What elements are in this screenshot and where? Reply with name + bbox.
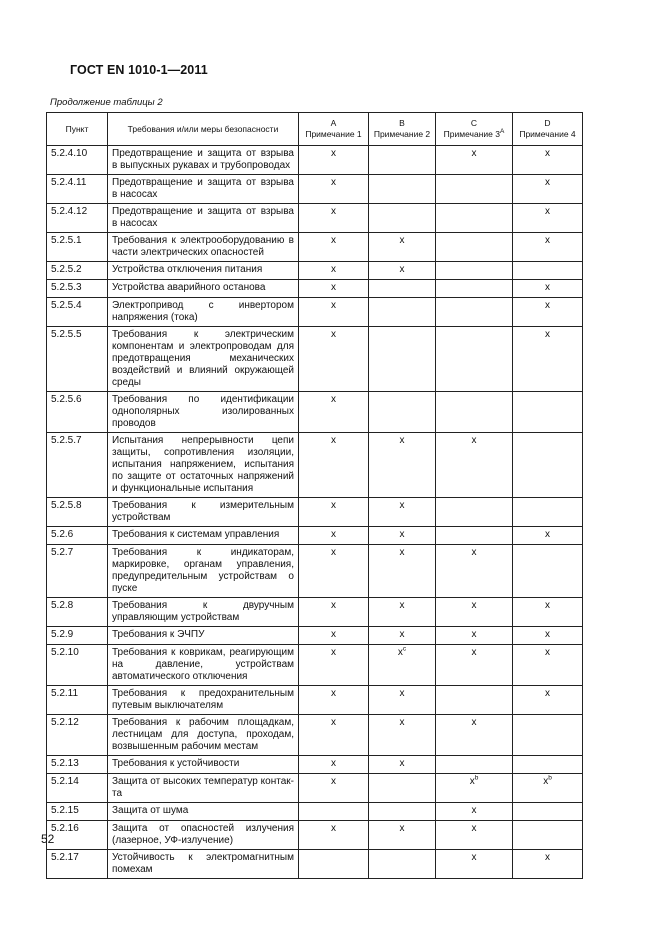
cell-requirement: Требования к измерительным устройствам — [108, 498, 299, 527]
table-row — [47, 298, 583, 327]
table-row — [47, 433, 583, 498]
mark-d: x — [545, 300, 550, 311]
mark-c: x — [471, 805, 477, 816]
table-row — [47, 715, 583, 756]
cell-mark-d — [513, 527, 583, 545]
cell-mark-d — [513, 803, 583, 821]
mark-d-footnote: b — [548, 774, 552, 782]
table-row — [47, 204, 583, 233]
cell-mark-c — [436, 262, 513, 280]
cell-mark-c — [436, 175, 513, 204]
cell-mark-d — [513, 598, 583, 627]
mark-b-footnote: c — [402, 645, 407, 653]
cell-mark-d — [513, 392, 583, 433]
mark-c: x — [471, 547, 477, 558]
cell-requirement: Требования к устойчивости — [108, 756, 299, 774]
cell-mark-c — [436, 756, 513, 774]
mark-a: x — [331, 600, 336, 611]
cell-mark-b — [369, 645, 436, 686]
cell-mark-c — [436, 774, 513, 803]
mark-a: x — [331, 529, 336, 540]
cell-mark-d — [513, 433, 583, 498]
mark-d: x — [545, 282, 550, 293]
table-row — [47, 645, 583, 686]
column-header-b-note: Примечание 2 — [373, 129, 431, 139]
cell-item: 5.2.11 — [47, 686, 108, 715]
mark-d: x — [545, 529, 550, 540]
column-header-item — [47, 113, 108, 146]
column-header-requirement — [108, 113, 299, 146]
mark-b: x — [399, 547, 405, 558]
column-header-c-letter: C — [470, 118, 478, 128]
mark-c: x — [471, 600, 477, 611]
cell-mark-b — [369, 204, 436, 233]
mark-a: x — [331, 435, 336, 446]
table-continuation-caption: Продолжение таблицы 2 — [50, 97, 163, 108]
cell-mark-a — [299, 204, 369, 233]
mark-a: x — [331, 629, 336, 640]
cell-mark-a — [299, 545, 369, 598]
cell-requirement: Требования к двуручным управляющим устройствам — [108, 598, 299, 627]
cell-item: 5.2.15 — [47, 803, 108, 821]
cell-mark-b — [369, 627, 436, 645]
mark-c: x — [469, 776, 475, 787]
column-header-c — [436, 113, 513, 146]
cell-requirement: Требования к системам управления — [108, 527, 299, 545]
cell-item: 5.2.5.5 — [47, 327, 108, 392]
cell-mark-a — [299, 298, 369, 327]
cell-mark-d — [513, 175, 583, 204]
mark-c: x — [471, 435, 477, 446]
mark-d: x — [545, 206, 550, 217]
mark-b: x — [399, 264, 405, 275]
table-header-row — [47, 113, 583, 146]
cell-mark-a — [299, 821, 369, 850]
cell-requirement: Требования к электрическим компонентам и электропроводам для предотвращения механических воздействий и влияний окружающей среды — [108, 327, 299, 392]
cell-requirement: Защита от опасностей излучения (лазерное, УФ-излучение) — [108, 821, 299, 850]
cell-mark-c — [436, 433, 513, 498]
cell-mark-b — [369, 233, 436, 262]
cell-mark-c — [436, 715, 513, 756]
cell-item: 5.2.16 — [47, 821, 108, 850]
mark-d: x — [545, 235, 550, 246]
table-row — [47, 821, 583, 850]
cell-mark-b — [369, 850, 436, 879]
cell-mark-c — [436, 280, 513, 298]
mark-a: x — [331, 206, 336, 217]
mark-a: x — [331, 264, 336, 275]
cell-mark-d — [513, 327, 583, 392]
mark-d: x — [543, 776, 549, 787]
table-row — [47, 233, 583, 262]
table-row — [47, 756, 583, 774]
mark-c: x — [471, 852, 477, 863]
cell-mark-b — [369, 803, 436, 821]
table-row — [47, 392, 583, 433]
cell-mark-c — [436, 545, 513, 598]
cell-item: 5.2.4.12 — [47, 204, 108, 233]
cell-mark-b — [369, 545, 436, 598]
cell-item: 5.2.5.2 — [47, 262, 108, 280]
table-row — [47, 774, 583, 803]
cell-item: 5.2.5.6 — [47, 392, 108, 433]
cell-item: 5.2.5.1 — [47, 233, 108, 262]
cell-mark-b — [369, 774, 436, 803]
column-header-a-letter: A — [330, 118, 337, 128]
mark-c: x — [471, 717, 477, 728]
mark-c: x — [471, 647, 477, 658]
mark-a: x — [331, 300, 336, 311]
cell-mark-a — [299, 715, 369, 756]
cell-mark-a — [299, 233, 369, 262]
cell-requirement: Предотвращение и защита от взрыва в выпускных рукавах и трубопроводах — [108, 146, 299, 175]
cell-mark-c — [436, 498, 513, 527]
mark-d: x — [545, 688, 550, 699]
cell-mark-a — [299, 686, 369, 715]
cell-item: 5.2.10 — [47, 645, 108, 686]
cell-mark-d — [513, 686, 583, 715]
table-row — [47, 498, 583, 527]
cell-mark-a — [299, 756, 369, 774]
mark-a: x — [331, 329, 336, 340]
table-row — [47, 545, 583, 598]
cell-mark-c — [436, 645, 513, 686]
mark-b: x — [399, 500, 405, 511]
table-row — [47, 627, 583, 645]
mark-c-footnote: b — [474, 774, 479, 782]
mark-a: x — [331, 500, 336, 511]
mark-b: x — [399, 435, 405, 446]
mark-a: x — [331, 394, 336, 405]
mark-a: x — [331, 823, 336, 834]
cell-item: 5.2.5.4 — [47, 298, 108, 327]
cell-mark-a — [299, 175, 369, 204]
document-title: ГОСТ EN 1010-1—2011 — [70, 63, 208, 77]
cell-mark-d — [513, 774, 583, 803]
cell-mark-c — [436, 598, 513, 627]
mark-d: x — [545, 647, 550, 658]
cell-requirement: Устойчивость к электромагнитным помехам — [108, 850, 299, 879]
cell-requirement: Испытания непрерывности цепи защиты, сопротивления изоляции, испытания напряжением, испытания по защите от остаточных напряжений и функциональные испытания — [108, 433, 299, 498]
mark-d: x — [545, 852, 550, 863]
cell-mark-c — [436, 850, 513, 879]
column-header-item-label: Пункт — [65, 123, 89, 134]
table-row — [47, 598, 583, 627]
cell-item: 5.2.7 — [47, 545, 108, 598]
cell-requirement: Требования к индикаторам, маркировке, органам управления, предупредительным устройствам о пуске — [108, 545, 299, 598]
cell-mark-c — [436, 803, 513, 821]
cell-mark-c — [436, 298, 513, 327]
mark-d: x — [545, 600, 550, 611]
table-row — [47, 280, 583, 298]
cell-mark-b — [369, 433, 436, 498]
mark-a: x — [331, 282, 336, 293]
column-header-b-letter: B — [399, 118, 405, 128]
cell-mark-b — [369, 392, 436, 433]
cell-mark-a — [299, 280, 369, 298]
cell-mark-a — [299, 433, 369, 498]
mark-a: x — [331, 547, 336, 558]
cell-mark-c — [436, 204, 513, 233]
mark-a: x — [331, 177, 336, 188]
cell-requirement: Требования к электрооборудованию в части электрических опасностей — [108, 233, 299, 262]
cell-item: 5.2.6 — [47, 527, 108, 545]
cell-mark-b — [369, 280, 436, 298]
cell-mark-d — [513, 645, 583, 686]
cell-item: 5.2.8 — [47, 598, 108, 627]
cell-mark-d — [513, 627, 583, 645]
cell-item: 5.2.5.8 — [47, 498, 108, 527]
cell-requirement: Требования к коврикам, реагирующим на давление, устройствам автоматического отключения — [108, 645, 299, 686]
cell-mark-c — [436, 686, 513, 715]
table-row — [47, 146, 583, 175]
cell-item: 5.2.14 — [47, 774, 108, 803]
table-row — [47, 850, 583, 879]
column-header-d — [513, 113, 583, 146]
cell-item: 5.2.17 — [47, 850, 108, 879]
cell-mark-a — [299, 645, 369, 686]
column-header-d-note: Примечание 4 — [519, 129, 576, 139]
column-header-requirement-label: Требования и/или меры безопасности — [127, 123, 279, 134]
cell-mark-d — [513, 204, 583, 233]
cell-item: 5.2.4.10 — [47, 146, 108, 175]
mark-b: x — [399, 600, 405, 611]
cell-mark-a — [299, 498, 369, 527]
cell-mark-d — [513, 850, 583, 879]
mark-a: x — [331, 717, 336, 728]
mark-c: x — [471, 148, 477, 159]
cell-item: 5.2.9 — [47, 627, 108, 645]
cell-mark-d — [513, 280, 583, 298]
cell-mark-b — [369, 146, 436, 175]
cell-mark-b — [369, 686, 436, 715]
cell-mark-c — [436, 327, 513, 392]
cell-mark-b — [369, 327, 436, 392]
cell-mark-a — [299, 598, 369, 627]
cell-mark-a — [299, 146, 369, 175]
cell-mark-c — [436, 527, 513, 545]
mark-d: x — [545, 148, 550, 159]
cell-mark-b — [369, 262, 436, 280]
cell-mark-a — [299, 392, 369, 433]
cell-mark-b — [369, 715, 436, 756]
cell-mark-d — [513, 545, 583, 598]
cell-requirement: Устройства отключения питания — [108, 262, 299, 280]
table-row — [47, 527, 583, 545]
cell-mark-d — [513, 146, 583, 175]
cell-mark-a — [299, 627, 369, 645]
cell-mark-b — [369, 298, 436, 327]
mark-c: x — [471, 823, 477, 834]
table-body — [47, 146, 583, 879]
cell-mark-d — [513, 233, 583, 262]
mark-b: x — [397, 647, 403, 658]
column-header-a-note: Примечание 1 — [305, 129, 362, 139]
safety-requirements-table — [46, 112, 583, 879]
cell-mark-c — [436, 146, 513, 175]
cell-mark-c — [436, 392, 513, 433]
table-row — [47, 803, 583, 821]
cell-mark-a — [299, 327, 369, 392]
mark-b: x — [399, 529, 405, 540]
column-header-d-letter: D — [544, 118, 551, 128]
page-number: 52 — [41, 832, 55, 846]
cell-mark-a — [299, 262, 369, 280]
cell-mark-c — [436, 627, 513, 645]
cell-mark-d — [513, 756, 583, 774]
cell-mark-a — [299, 774, 369, 803]
mark-b: x — [399, 688, 405, 699]
mark-d: x — [545, 177, 550, 188]
cell-requirement: Требования к ЭЧПУ — [108, 627, 299, 645]
mark-b: x — [399, 629, 405, 640]
mark-a: x — [331, 148, 336, 159]
cell-item: 5.2.5.7 — [47, 433, 108, 498]
table-row — [47, 327, 583, 392]
table-row — [47, 262, 583, 280]
cell-mark-a — [299, 527, 369, 545]
cell-requirement: Устройства аварийного останова — [108, 280, 299, 298]
cell-mark-a — [299, 803, 369, 821]
cell-item: 5.2.4.11 — [47, 175, 108, 204]
table-row — [47, 686, 583, 715]
cell-mark-b — [369, 821, 436, 850]
cell-requirement: Предотвращение и защита от взрыва в насосах — [108, 204, 299, 233]
cell-requirement: Защита от высоких температур контак- та — [108, 774, 299, 803]
column-header-c-note-footnote: A — [499, 128, 505, 136]
cell-mark-d — [513, 498, 583, 527]
mark-a: x — [331, 688, 336, 699]
cell-requirement: Требования к рабочим площадкам, лестницам для доступа, проходам, возвышенным рабочим местам — [108, 715, 299, 756]
cell-mark-c — [436, 233, 513, 262]
cell-mark-a — [299, 850, 369, 879]
cell-item: 5.2.13 — [47, 756, 108, 774]
cell-mark-b — [369, 598, 436, 627]
column-header-b — [369, 113, 436, 146]
cell-mark-b — [369, 175, 436, 204]
cell-mark-b — [369, 527, 436, 545]
mark-b: x — [399, 823, 405, 834]
cell-item: 5.2.12 — [47, 715, 108, 756]
cell-requirement: Электропривод с инвертором напряжения (тока) — [108, 298, 299, 327]
cell-mark-d — [513, 715, 583, 756]
mark-c: x — [471, 629, 477, 640]
mark-a: x — [331, 235, 336, 246]
cell-requirement: Предотвращение и защита от взрыва в насосах — [108, 175, 299, 204]
cell-requirement: Требования по идентификации однополярных изолированных проводов — [108, 392, 299, 433]
cell-mark-d — [513, 821, 583, 850]
cell-mark-b — [369, 756, 436, 774]
cell-mark-d — [513, 298, 583, 327]
mark-a: x — [331, 776, 336, 787]
mark-d: x — [545, 629, 550, 640]
mark-b: x — [399, 235, 405, 246]
cell-requirement: Защита от шума — [108, 803, 299, 821]
cell-item: 5.2.5.3 — [47, 280, 108, 298]
mark-a: x — [331, 758, 336, 769]
column-header-a — [299, 113, 369, 146]
mark-b: x — [399, 758, 405, 769]
table-row — [47, 175, 583, 204]
cell-mark-d — [513, 262, 583, 280]
cell-mark-c — [436, 821, 513, 850]
mark-b: x — [399, 717, 405, 728]
column-header-c-note: Примечание 3 — [443, 129, 500, 139]
cell-mark-b — [369, 498, 436, 527]
cell-requirement: Требования к предохранительным путевым выключателям — [108, 686, 299, 715]
mark-d: x — [545, 329, 550, 340]
mark-a: x — [331, 647, 336, 658]
